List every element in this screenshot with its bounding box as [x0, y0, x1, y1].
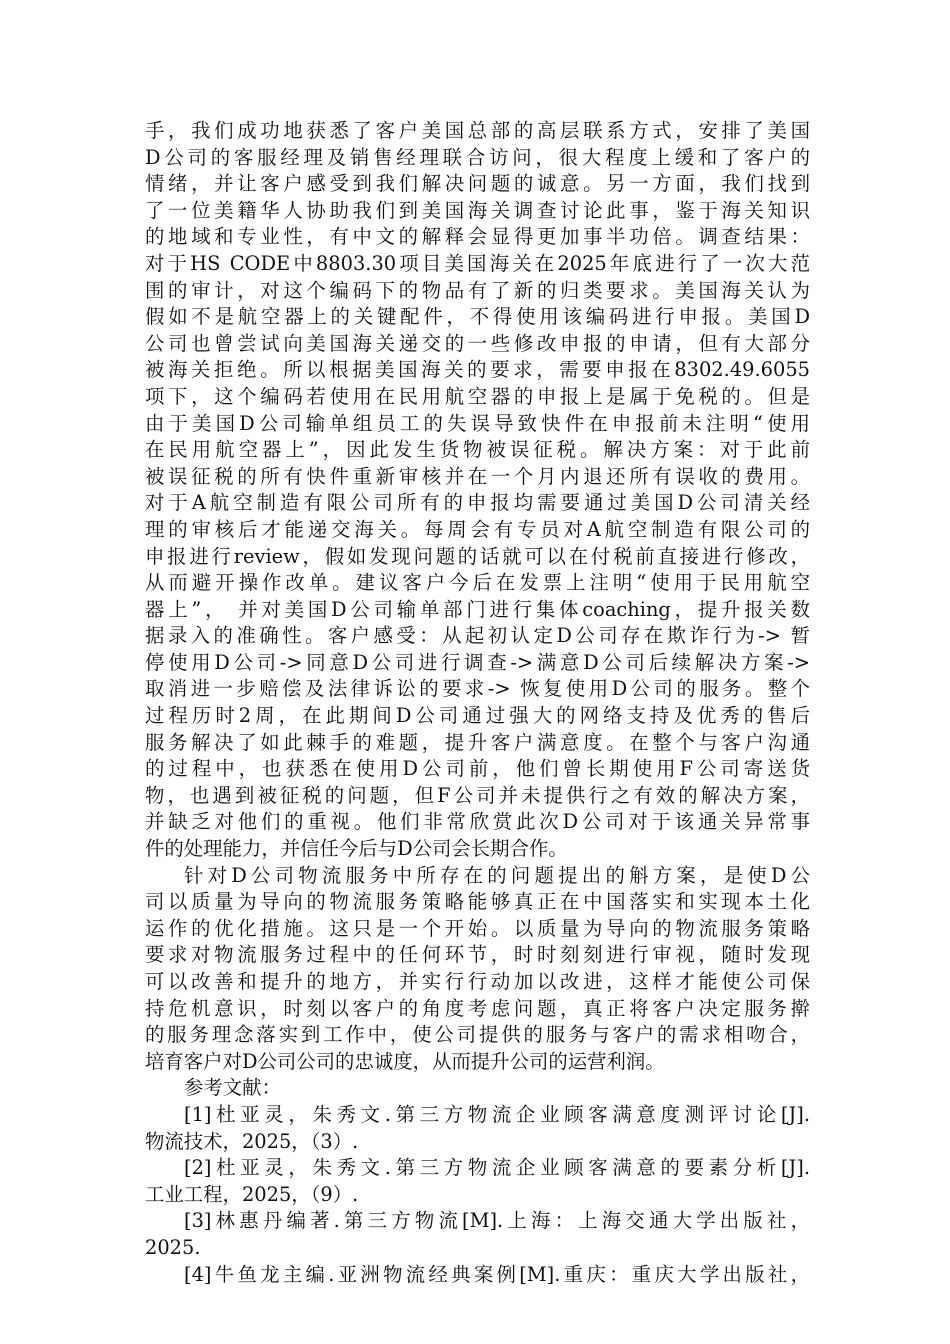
text-line: 停使用D公司->同意D公司进行调查->满意D公司后续解决方案->: [145, 650, 810, 674]
text-line: 了一位美籍华人协助我们到美国海关调查讨论此事，鉴于海关知识: [145, 198, 810, 222]
document-page: [145, 118, 810, 1288]
text-line: 被误征税的所有快件重新审核并在一个月内退还所有误收的费用。: [145, 464, 810, 488]
text-line: 申报进行review，假如发现问题的话就可以在付税前直接进行修改，: [145, 544, 810, 568]
text-line: 针对D公司物流服务中所存在的问题提出的斛方案，是使D公: [184, 863, 810, 887]
text-line: 对于HS CODE中8803.30项目美国海关在2025年底进行了一次大范: [145, 251, 810, 275]
text-line: 的过程中，也获悉在使用D公司前，他们曾长期使用F公司寄送货: [145, 757, 810, 781]
text-line: 项下，这个编码若使用在民用航空器的申报上是属于免税的。但是: [145, 384, 810, 408]
text-line: 持危机意识，时刻以客户的角度考虑问题，真正将客户决定服务擀: [145, 996, 810, 1020]
body-paragraph-1: [145, 118, 810, 863]
text-line: 在民用航空器上”，因此发生货物被误征税。解决方案：对于此前: [145, 438, 810, 462]
reference-item: [145, 1262, 810, 1289]
text-line: 服务解决了如此棘手的难题，提升客户满意度。在整个与客户沟通: [145, 730, 810, 754]
text-line: 的服务理念落实到工作中，使公司提供的服务与客户的需求相吻合，: [145, 1023, 810, 1047]
reference-line: [4]牛鱼龙主编.亚洲物流经典案例[M].重庆：重庆大学出版社，: [184, 1262, 810, 1286]
text-line: 的地域和专业性，有中文的解释会显得更加事半功倍。调查结果：: [145, 225, 810, 249]
reference-line: 工业工程，2025，（9）.: [145, 1182, 359, 1206]
references-section: [145, 1075, 810, 1288]
text-line: 物，也遇到被征税的问题，但F公司并未提供行之有效的解决方案，: [145, 783, 810, 807]
reference-line: 2025.: [145, 1235, 201, 1259]
text-line: 从而避开操作改单。建议客户今后在发票上注明“使用于民用航空: [145, 571, 810, 595]
references-heading: 参考文献：: [184, 1076, 281, 1100]
text-line: 要求对物流服务过程中的任何环节，时时刻刻进行审视，随时发现: [145, 943, 810, 967]
reference-line: [1]杜亚灵，朱秀文.第三方物流企业顾客满意度测评讨论[J].: [184, 1102, 810, 1126]
text-line: 可以改善和提升的地方，并实行行动加以改进，这样才能使公司保: [145, 970, 810, 993]
text-line: 假如不是航空器上的关键配件，不得使用该编码进行申报。美国D: [145, 305, 810, 329]
text-line: 公司也曾尝试向美国海关递交的一些修改申报的申请，但有大部分: [145, 331, 810, 355]
text-line: 器上”， 并对美国D公司输单部门进行集体coaching，提升报关数: [145, 597, 810, 621]
text-line: D公司的客服经理及销售经理联合访问，很大程度上缓和了客户的: [145, 145, 810, 169]
text-line: 培育客户对D公司公司的忠诚度，从而提升公司的运营利润。: [145, 1049, 665, 1073]
text-line: 被海关拒绝。所以根据美国海关的要求，需要申报在8302.49.6055: [145, 358, 810, 382]
text-line: 手，我们成功地获悉了客户美国总部的高层联系方式，安排了美国: [145, 119, 810, 142]
text-line: 围的审计，对这个编码下的物品有了新的归类要求。美国海关认为: [145, 278, 810, 302]
text-line: 对于A航空制造有限公司所有的申报均需要通过美国D公司清关经: [145, 491, 810, 515]
reference-item: [145, 1208, 810, 1261]
text-line: 司以质量为导向的物流服务策略能够真正在中国落实和实现本土化: [145, 890, 810, 914]
reference-item: [145, 1155, 810, 1208]
reference-line: [2]杜亚灵，朱秀文.第三方物流企业顾客满意的要素分析[J].: [184, 1156, 810, 1180]
text-line: 并缺乏对他们的重视。他们非常欣赏此次D公司对于该通关异常事: [145, 810, 810, 834]
text-line: 理的审核后才能递交海关。每周会有专员对A航空制造有限公司的: [145, 517, 810, 541]
reference-line: [3]林惠丹编著.第三方物流[M].上海：上海交通大学出版社，: [184, 1209, 810, 1233]
text-line: 据录入的准确性。客户感受：从起初认定D公司存在欺诈行为-> 暂: [145, 624, 810, 648]
text-line: 件的处理能力，并信任今后与D公司会长期合作。: [145, 837, 568, 861]
text-line: 运作的优化措施。这只是一个开始。以质量为导向的物流服务策略: [145, 916, 810, 940]
reference-line: 物流技术，2025，（3）.: [145, 1129, 359, 1153]
reference-item: [145, 1102, 810, 1155]
text-line: 取消进一步赔偿及法律诉讼的要求-> 恢复使用D公司的服务。整个: [145, 677, 810, 701]
body-paragraph-2: [145, 863, 810, 1076]
text-line: 过程历时2周，在此期间D公司通过强大的网络支持及优秀的售后: [145, 704, 810, 728]
text-line: 由于美国D公司输单组员工的失误导致快件在申报前未注明“使用: [145, 411, 810, 435]
text-line: 情绪，并让客户感受到我们解决问题的诚意。另一方面，我们找到: [145, 172, 810, 196]
